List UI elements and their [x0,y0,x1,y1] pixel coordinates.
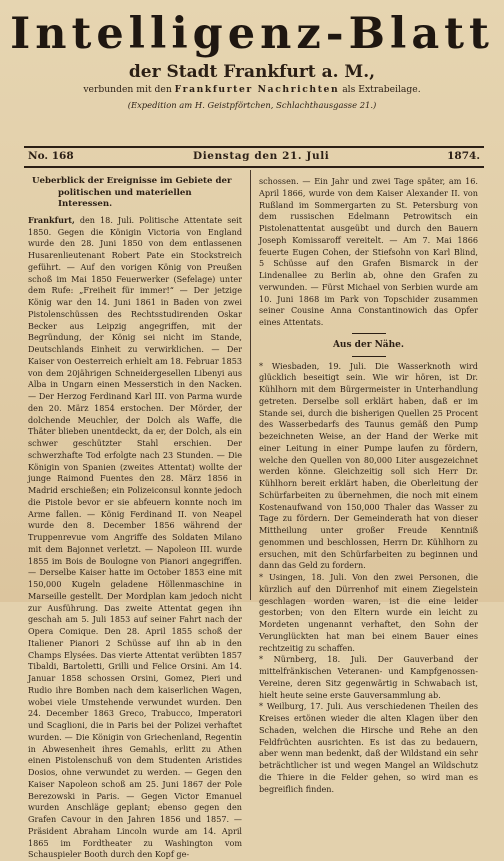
news-item-wiesbaden: * Wiesbaden, 19. Juli. Die Wasserknoth wird glücklich beseitigt sein. Wie wir hören, ist Dr. Kühlhorn mit dem Bürgermeister in Unterhandlung getreten. Derselbe soll erklärt haben, daß er im Stande sei, durch die bisherigen Quellen 25 Procent des Wasserbedarfs des Taunus gemäß den Pump bezeichneten Weise, an der Hand der Werke mit einer Leitung in einer Pumpe laufen zu fördern, welche den Quellen von 80,000 Liter ausgezeichnet werden könne. Gleichzeitig soll sich Herr Dr. Kühlhorn bereit erklärt haben, die Oberleitung der Schürfarbeiten zu übernehmen, die noch mit einem Kostenaufwand von 150,000 Thaler das Wasser zu Tage zu fördern. Der Gemeinderath hat von dieser Mittheilung unter großer Freude Kenntniß genommen und beschlossen, Herrn Dr. Kühlhorn zu ersuchen, mit den Schürfarbeiten zu beginnen und dann das Geld zu fordern. [259,360,478,571]
affiliation-pre: verbunden mit den [83,84,172,95]
article-heading [28,176,242,211]
dateline [28,150,480,166]
rule-bottom [24,166,484,168]
column-divider [250,170,251,600]
news-item-usingen: * Usingen, 18. Juli. Von den zwei Personen, die kürzlich auf den Dürrenhof mit einem Ziegelstein geschlagen worden waren, ist die eine leider gestorben; von den Eltern wurde ein leicht zu Mordeten ungenannt verhaftet, den Sohn der Verunglückten hat man bei einem Bauer eines rechtzeitig zu schaffen. [259,572,478,653]
issue-date: Dienstag den 21. Juli [193,150,330,162]
issue-year: 1874. [447,150,480,162]
issue-number: No. 168 [28,150,74,162]
expedition-address: (Expedition am H. Geistpförtchen, Schlachthausgasse 21.) [127,100,377,110]
affiliation-line [0,83,504,97]
article-heading-line-1: Ueberblick der Ereignisse im Gebiete der [32,176,232,186]
section-rule-bottom [352,356,386,357]
affiliation-post: als Extrabeilage. [342,84,421,95]
newspaper-subtitle: der Stadt Frankfurt a. M., [128,62,376,82]
article-lead: Frankfurt, [28,214,75,225]
news-item-weilburg: * Weilburg, 17. Juli. Aus verschiedenen Theilen des Kreises ertönen wieder die alten Klagen über den Schaden, welchen die Hirsche und Rehe an den Feldfrüchten ausrichten. Es ist das zu bedauern, aber wenn man bedenkt, daß der Wildstand ein sehr beträchtlicher ist und wegen Mangel an Wildschutz die Thiere in die Felder gehen, so wird man es begreiflich finden. [259,701,478,794]
section-rule-top [352,333,386,334]
article-body [28,215,242,861]
masthead [0,8,504,113]
right-column [259,176,478,794]
section-heading: Aus der Nähe. [332,339,405,350]
newspaper-title: Intelligenz-Blatt [10,9,494,59]
news-item-nuernberg: * Nürnberg, 18. Juli. Der Gauverband der mittelfränkischen Veteranen- und Kampfgenossen-Vereine, deren Sitz gegenwärtig in Schwabach ist, hielt heute seine erste Gauversammlung ab. [259,654,478,700]
article-heading-line-2: politischen und materiellen Interessen. [58,187,192,210]
article-continuation: schossen. — Ein Jahr und zwei Tage später, am 16. April 1866, wurde von dem Kaiser Alexander II. von Rußland im Sommergarten zu St. Petersburg von dem russischen Edelmann Petrowitsch ein Pistolenattentat ausgeübt und durch den Bauern Joseph Komissaroff vereitelt. — Am 7. Mai 1866 feuerte Eugen Cohen, der Stiefsohn von Karl Blind, 5 Schüsse auf den Grafen Bismarck in der Lindenallee zu Berlin ab, ohne den Grafen zu verwunden. — Fürst Michael von Serbien wurde am 10. Juni 1868 im Park von Topschider zusammen seiner Cousine Anna Constantinowich das Opfer eines Attentats. [259,176,478,327]
affiliation-paper: Frankfurter Nachrichten [174,84,340,95]
article-text: den 18. Juli. Politische Attentate seit 1850. Gegen die Königin Victoria von England wurde den 28. Juni 1850 von dem entlassenen Husarenlieutenant Robert Pate ein Stockstreich geführt. — Auf den vorigen König von Preußen schoß im Mai 1850 Feuerwerker (Sefelage) unter dem Rufe: „Freiheit für immer!“ — Der jetzige König war den 14. Juni 1861 in Baden von zwei Pistolenschüssen des Rechtsstudirenden Oskar Becker aus Leipzig angegriffen, mit der Begründung, der König sei nicht im Stande, Deutschlands Einheit zu verwirklichen. — Der Kaiser von Oesterreich erhielt am 18. Februar 1853 von dem 20jährigen Schneidergesellen Libenyi aus Alba in Ungarn einen Messerstich in den Nacken. — Der Herzog Ferdinand Karl III. von Parma wurde den 20. März 1854 erstochen. Der Mörder, der dolchende Meuchler, der Dolch als Waffe, die Thäter blieben unentdeckt, da er, der Dolch, als ein schwer geschützter Stahl erschien. Der schwerzhafte Tod erfolgte nach 23 Stunden. — Die Königin von Spanien (zweites Attentat) wollte der junge Raimond Fuentes den 28. März 1856 in Madrid erschießen; ein Polizeiconsul konnte jedoch die Pistole bevor er sie abfeuern konnte noch im Arme fallen. — König Ferdinand II. von Neapel wurde den 8. December 1856 während der Truppenrevue vom Angriffe des Soldaten Milano mit dem Bajonnet verletzt. — Napoleon III. wurde 1855 im Bois de Boulogne von Pianori angegriffen. — Derselbe Kaiser hatte im October 1853 eine mit 150,000 Kugeln geladene Höllenmaschine in Marseille gestellt. Der Mordplan kam jedoch nicht zur Ausführung. Das zweite Attentat gegen ihn geschah am 5. Juli 1853 auf seiner Fahrt nach der Opera Comique. Den 28. April 1855 schoß der Italiener Pianori 2 Schüsse auf ihn ab in den Champs Elysées. Das vierte Attentat verübten 1857 Tibaldi, Bartoletti, Grilli und Felice Orsini. Am 14. Januar 1858 schossen Orsini, Gomez, Pieri und Rudio ihre Bomben nach dem kaiserlichen Wagen, wobei viele Umstehende verwundet wurden. Den 24. December 1863 Greco, Trabucco, Imperatori und Scaglioni, die in Paris bei der Polizei verhaftet wurden. — Die Königin von Griechenland, Regentin in Abwesenheit ihres Gemahls, erlitt zu Athen einen Pistolenschuß von dem Studenten Aristides Dosios, ohne verwundet zu werden. — Gegen den Kaiser Napoleon schoß am 25. Juni 1867 der Pole Berezowski in Paris. — Gegen Victor Emanuel wurden Anschläge geplant; ebenso gegen den Grafen Cavour in den Jahren 1856 und 1857. — Präsident Abraham Lincoln wurde am 14. April 1865 im Fordtheater zu Washington vom Schauspieler Booth durch den Kopf ge- [28,214,242,860]
left-column [28,176,242,860]
rule-top [24,146,484,148]
